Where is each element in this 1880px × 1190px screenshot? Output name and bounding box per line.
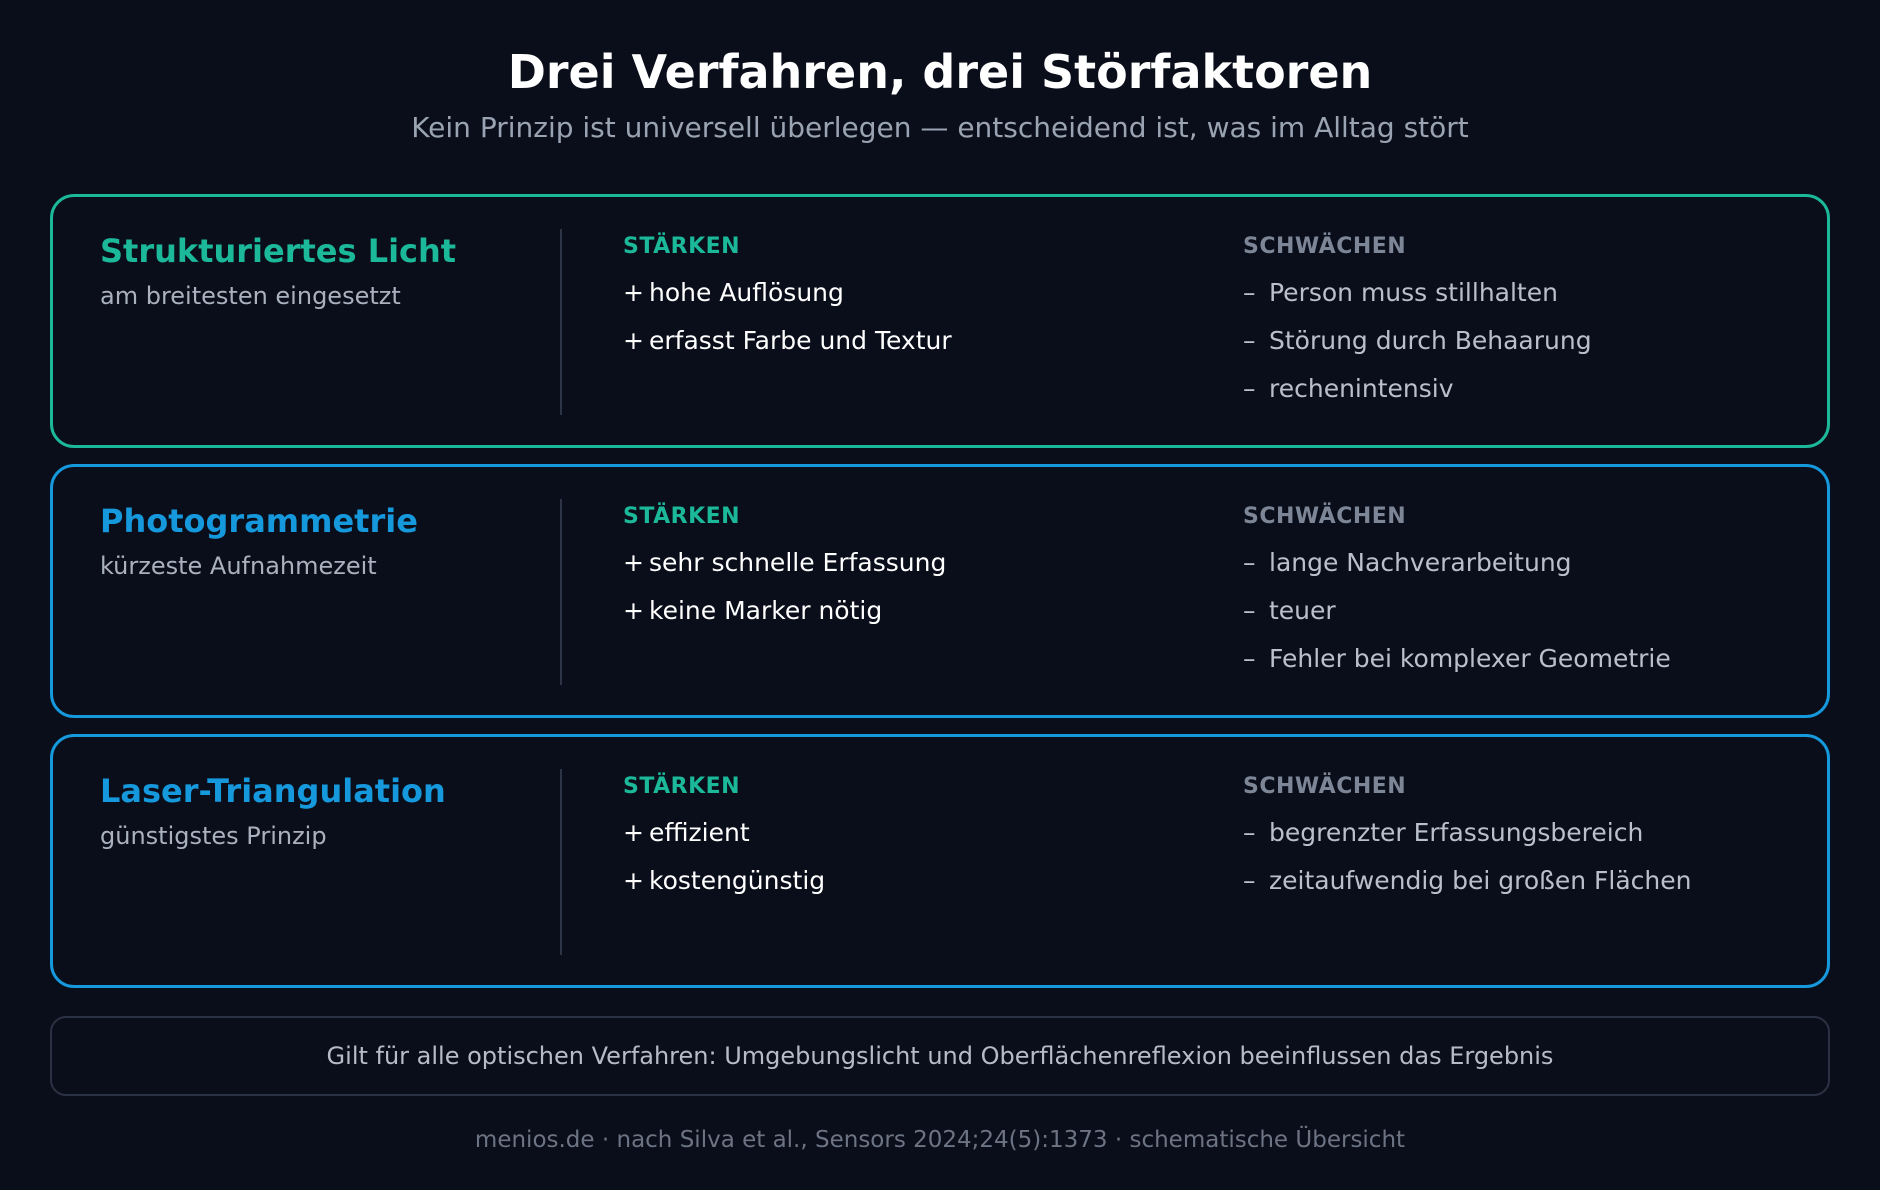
weakness-item (1243, 816, 1803, 850)
weaknesses-list (1243, 816, 1803, 898)
method-note: günstigstes Prinzip (100, 822, 327, 850)
weaknesses-list (1243, 276, 1803, 406)
strengths-list (623, 816, 1183, 898)
strengths-column (623, 502, 1183, 642)
general-note-text: Gilt für alle optischen Verfahren: Umgebungslicht und Oberflächenreflexion beeinflussen das Ergebnis (326, 1042, 1554, 1070)
strength-text: kostengünstig (649, 866, 826, 895)
method-name: Photogrammetrie (100, 502, 418, 540)
page-title: Drei Verfahren, drei Störfaktoren (507, 45, 1373, 99)
column-divider (560, 769, 562, 955)
weaknesses-heading: SCHWÄCHEN (1243, 234, 1407, 259)
minus-mark: – (1243, 374, 1256, 403)
weakness-text: zeitaufwendig bei großen Flächen (1269, 866, 1692, 895)
weakness-item (1243, 864, 1803, 898)
minus-mark: – (1243, 818, 1256, 847)
strength-text: erfasst Farbe und Textur (649, 326, 952, 355)
source-credit: menios.de · nach Silva et al., Sensors 2024;24(5):1373 · schematische Übersicht (474, 1127, 1406, 1153)
header (0, 40, 1880, 148)
method-card-laser-triangulation (50, 734, 1830, 988)
weakness-text: rechenintensiv (1269, 374, 1454, 403)
strength-item (623, 864, 1183, 898)
weakness-text: teuer (1269, 596, 1336, 625)
strength-text: keine Marker nötig (649, 596, 883, 625)
plus-mark: + (623, 548, 644, 577)
strengths-column (623, 772, 1183, 912)
strength-item (623, 276, 1183, 310)
strengths-heading: STÄRKEN (623, 234, 741, 259)
weakness-text: Person muss stillhalten (1269, 278, 1558, 307)
method-info (100, 769, 540, 853)
weaknesses-list (1243, 546, 1803, 676)
minus-mark: – (1243, 866, 1256, 895)
method-name: Strukturiertes Licht (100, 232, 457, 270)
strengths-heading: STÄRKEN (623, 774, 741, 799)
strength-item (623, 324, 1183, 358)
plus-mark: + (623, 596, 644, 625)
strengths-column (623, 232, 1183, 372)
strength-text: effizient (649, 818, 750, 847)
weakness-text: Störung durch Behaarung (1269, 326, 1592, 355)
minus-mark: – (1243, 548, 1256, 577)
weakness-item (1243, 546, 1803, 580)
weaknesses-column (1243, 502, 1803, 690)
column-divider (560, 229, 562, 415)
weakness-item (1243, 276, 1803, 310)
method-cards (50, 194, 1830, 1004)
minus-mark: – (1243, 644, 1256, 673)
plus-mark: + (623, 326, 644, 355)
weaknesses-heading: SCHWÄCHEN (1243, 774, 1407, 799)
column-divider (560, 499, 562, 685)
method-card-structured-light (50, 194, 1830, 448)
strengths-heading: STÄRKEN (623, 504, 741, 529)
strength-item (623, 594, 1183, 628)
method-note: kürzeste Aufnahmezeit (100, 552, 377, 580)
weakness-item (1243, 372, 1803, 406)
method-info (100, 229, 540, 313)
weakness-text: begrenzter Erfassungsbereich (1269, 818, 1644, 847)
method-note: am breitesten eingesetzt (100, 282, 401, 310)
method-card-photogrammetry (50, 464, 1830, 718)
strength-item (623, 816, 1183, 850)
weakness-item (1243, 594, 1803, 628)
weakness-item (1243, 324, 1803, 358)
page-subtitle: Kein Prinzip ist universell überlegen — entscheidend ist, was im Alltag stört (411, 111, 1469, 144)
weaknesses-column (1243, 772, 1803, 912)
weakness-text: Fehler bei komplexer Geometrie (1269, 644, 1671, 673)
plus-mark: + (623, 866, 644, 895)
strength-item (623, 546, 1183, 580)
minus-mark: – (1243, 326, 1256, 355)
strengths-list (623, 276, 1183, 358)
weakness-text: lange Nachverarbeitung (1269, 548, 1572, 577)
weakness-item (1243, 642, 1803, 676)
weaknesses-column (1243, 232, 1803, 420)
general-note-box (50, 1016, 1830, 1096)
minus-mark: – (1243, 596, 1256, 625)
method-info (100, 499, 540, 583)
strength-text: hohe Auflösung (649, 278, 844, 307)
plus-mark: + (623, 818, 644, 847)
strength-text: sehr schnelle Erfassung (649, 548, 947, 577)
plus-mark: + (623, 278, 644, 307)
method-name: Laser-Triangulation (100, 772, 446, 810)
minus-mark: – (1243, 278, 1256, 307)
strengths-list (623, 546, 1183, 628)
weaknesses-heading: SCHWÄCHEN (1243, 504, 1407, 529)
